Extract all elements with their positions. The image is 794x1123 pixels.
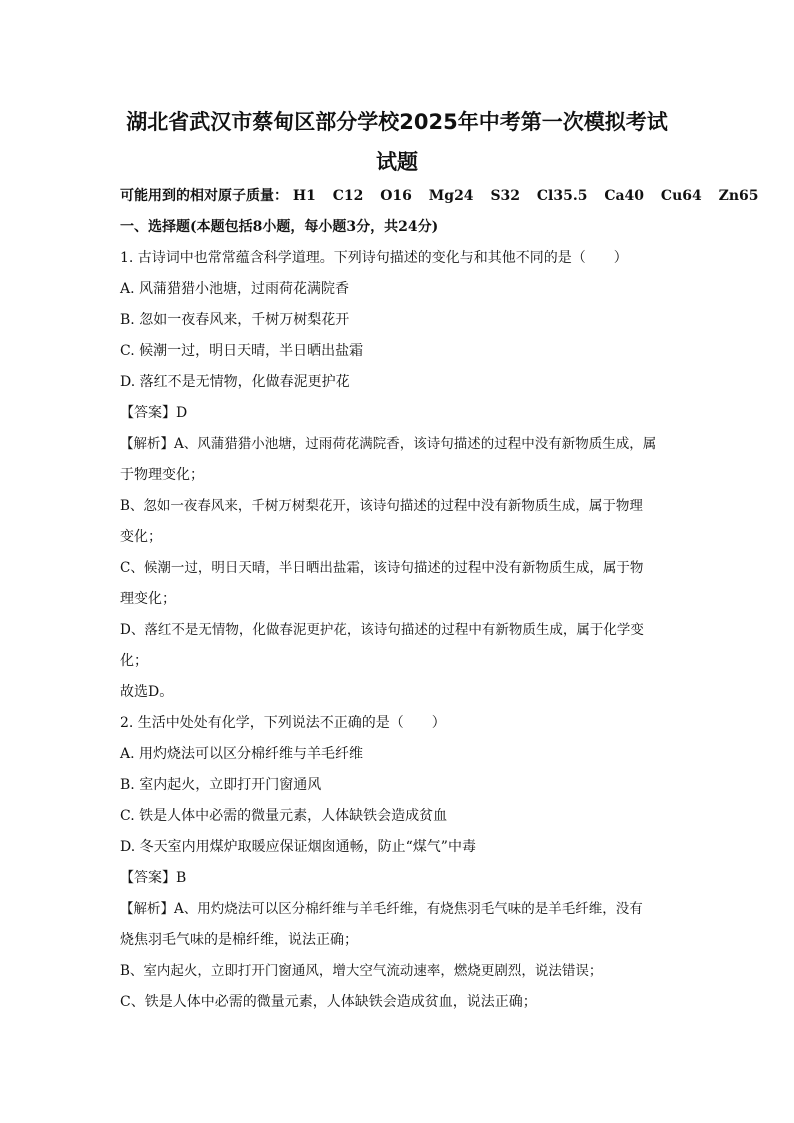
question-2-answer: 【答案】B bbox=[120, 870, 187, 886]
question-1-analysis-line: D、落红不是无情物，化做春泥更护花，该诗句描述的过程中有新物质生成，属于化学变 bbox=[120, 622, 644, 638]
question-1-analysis-line: C、候潮一过，明日天晴，半日晒出盐霜，该诗句描述的过程中没有新物质生成，属于物 bbox=[120, 560, 644, 576]
question-1-answer: 【答案】D bbox=[120, 405, 188, 421]
atomic-mass-item: Zn65 bbox=[718, 188, 759, 204]
atomic-masses-label: 可能用到的相对原子质量： bbox=[120, 188, 288, 204]
question-2-analysis-line: 烧焦羽毛气味的是棉纤维，说法正确； bbox=[120, 932, 358, 948]
question-1-analysis-line: 化； bbox=[120, 653, 148, 669]
question-1-analysis-line: 理变化； bbox=[120, 591, 176, 607]
question-2-option-d: D. 冬天室内用煤炉取暖应保证烟囱通畅，防止“煤气”中毒 bbox=[120, 839, 476, 855]
question-1-analysis-line: 变化； bbox=[120, 529, 162, 545]
question-1-option-d: D. 落红不是无情物，化做春泥更护花 bbox=[120, 374, 350, 390]
question-1-option-a: A. 风蒲猎猎小池塘，过雨荷花满院香 bbox=[120, 281, 350, 297]
atomic-mass-item: S32 bbox=[490, 188, 521, 204]
atomic-mass-item: H1 bbox=[292, 188, 316, 204]
section-heading: 一、选择题(本题包括8小题，每小题3分，共24分) bbox=[120, 219, 439, 235]
question-1-option-c: C. 候潮一过，明日天晴，半日晒出盐霜 bbox=[120, 343, 364, 359]
question-2-analysis-line: 【解析】A、用灼烧法可以区分棉纤维与羊毛纤维，有烧焦羽毛气味的是羊毛纤维，没有 bbox=[120, 901, 643, 917]
atomic-masses bbox=[120, 186, 771, 206]
atomic-mass-item: Mg24 bbox=[428, 188, 474, 204]
document-title-line1: 湖北省武汉市蔡甸区部分学校2025年中考第一次模拟考试 bbox=[126, 110, 668, 134]
question-2-option-c: C. 铁是人体中必需的微量元素，人体缺铁会造成贫血 bbox=[120, 808, 448, 824]
question-2-option-b: B. 室内起火，立即打开门窗通风 bbox=[120, 777, 322, 793]
atomic-mass-item: Cl35.5 bbox=[536, 188, 588, 204]
atomic-mass-item: C12 bbox=[332, 188, 364, 204]
question-2-analysis-line: B、室内起火，立即打开门窗通风，增大空气流动速率，燃烧更剧烈，说法错误； bbox=[120, 963, 603, 979]
question-1-analysis-line: 【解析】A、风蒲猎猎小池塘，过雨荷花满院香，该诗句描述的过程中没有新物质生成，属 bbox=[120, 436, 657, 452]
question-2-option-a: A. 用灼烧法可以区分棉纤维与羊毛纤维 bbox=[120, 746, 364, 762]
question-1-analysis-line: 故选D。 bbox=[120, 684, 174, 700]
document-title-line2: 试题 bbox=[376, 150, 418, 174]
atomic-mass-item: Cu64 bbox=[660, 188, 702, 204]
atomic-mass-item: Ca40 bbox=[604, 188, 645, 204]
atomic-mass-item: O16 bbox=[380, 188, 412, 204]
question-1-option-b: B. 忽如一夜春风来，千树万树梨花开 bbox=[120, 312, 350, 328]
question-2-analysis-line: C、铁是人体中必需的微量元素，人体缺铁会造成贫血，说法正确； bbox=[120, 994, 537, 1010]
question-1-analysis-line: 于物理变化； bbox=[120, 467, 204, 483]
question-2-stem: 2. 生活中处处有化学，下列说法不正确的是（ ） bbox=[120, 715, 446, 731]
question-1-stem: 1. 古诗词中也常常蕴含科学道理。下列诗句描述的变化与和其他不同的是（ ） bbox=[120, 250, 628, 266]
question-1-analysis-line: B、忽如一夜春风来，千树万树梨花开，该诗句描述的过程中没有新物质生成，属于物理 bbox=[120, 498, 643, 514]
